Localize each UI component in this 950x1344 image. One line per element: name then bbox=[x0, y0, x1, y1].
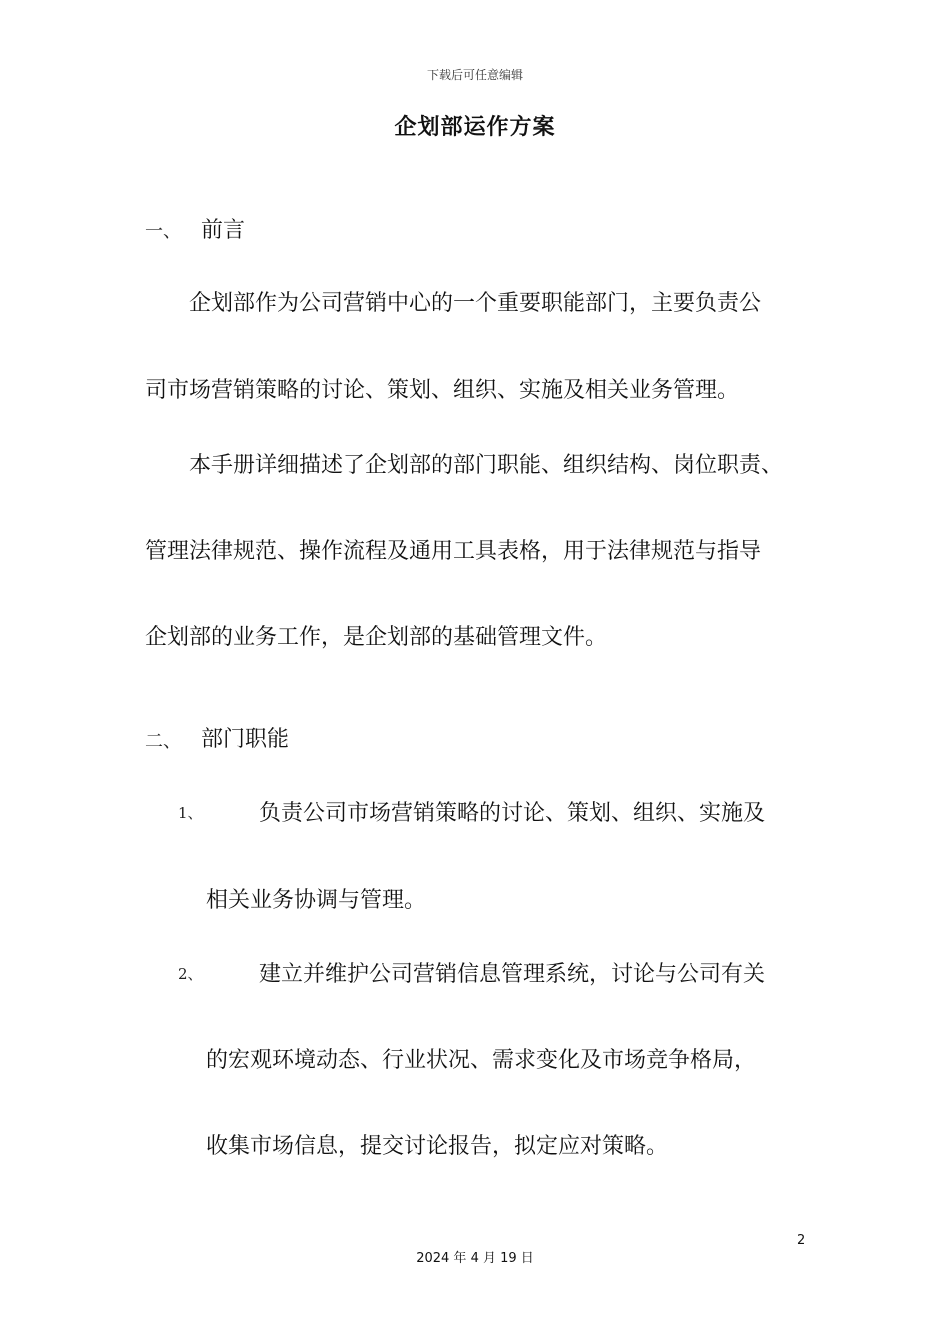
section-1-number: 一、 bbox=[145, 221, 181, 242]
intro-paragraph-2-line-3: 企划部的业务工作，是企划部的基础管理文件。 bbox=[145, 625, 608, 650]
function-item-2-line-3: 收集市场信息，提交讨论报告，拟定应对策略。 bbox=[206, 1134, 669, 1159]
section-2-heading: 部门职能 bbox=[201, 727, 290, 752]
function-item-2-line-2: 的宏观环境动态、行业状况、需求变化及市场竞争格局， bbox=[206, 1048, 757, 1073]
function-item-1-number: 1、 bbox=[178, 804, 203, 822]
section-1-heading: 前言 bbox=[201, 218, 246, 243]
intro-paragraph-2-line-2: 管理法律规范、操作流程及通用工具表格，用于法律规范与指导 bbox=[145, 539, 762, 564]
section-2-number: 二、 bbox=[145, 731, 181, 752]
header-note: 下载后可任意编辑 bbox=[426, 68, 523, 82]
intro-paragraph-1-line-1: 企划部作为公司营销中心的一个重要职能部门，主要负责公 bbox=[189, 291, 762, 316]
function-item-2-line-1: 建立并维护公司营销信息管理系统，讨论与公司有关 bbox=[259, 962, 766, 987]
intro-paragraph-1-line-2: 司市场营销策略的讨论、策划、组织、实施及相关业务管理。 bbox=[145, 378, 740, 403]
function-item-2-number: 2、 bbox=[178, 965, 203, 983]
intro-paragraph-2-line-1: 本手册详细描述了企划部的部门职能、组织结构、岗位职责、 bbox=[189, 453, 784, 478]
page-number: 2 bbox=[797, 1233, 806, 1248]
function-item-1-line-2: 相关业务协调与管理。 bbox=[206, 888, 427, 913]
document-title: 企划部运作方案 bbox=[394, 115, 556, 140]
function-item-1-line-1: 负责公司市场营销策略的讨论、策划、组织、实施及 bbox=[259, 801, 766, 826]
footer-date: 2024 年 4 月 19 日 bbox=[416, 1251, 534, 1266]
